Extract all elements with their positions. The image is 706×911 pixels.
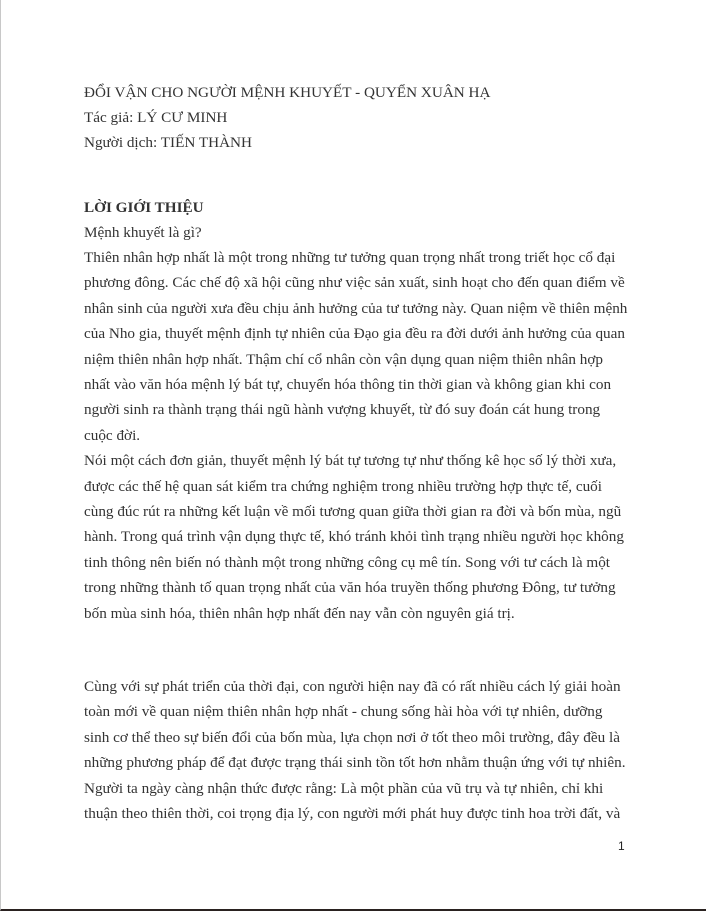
paragraph-line: thuận theo thiên thời, coi trọng địa lý, con người mới phát huy được tinh hoa trời đất, và [84,805,621,823]
paragraph-line: Thiên nhân hợp nhất là một trong những tư tưởng quan trọng nhất trong triết học cổ đại [84,249,616,266]
paragraph-line: trong những thành tố quan trọng nhất của văn hóa truyền thống phương Đông, tư tưởng [84,579,616,597]
paragraph-line: những phương pháp để đạt được trạng thái sinh tồn tốt hơn nhằm thuận ứng với tự nhiên. [84,754,626,772]
paragraph-line: cùng đúc rút ra những kết luận về mối tương quan giữa thời gian ra đời và bốn mùa, ngũ [84,503,622,521]
paragraph-line: nhất vào văn hóa mệnh lý bát tự, chuyển hóa thông tin thời gian và không gian khi con [84,376,612,394]
paragraph-line: phương đông. Các chế độ xã hội cũng như việc sản xuất, sinh hoạt cho đến quan điểm về [84,274,625,292]
paragraph-line: nhân sinh của người xưa đều chịu ảnh hưởng của tư tưởng này. Quan niệm về thiên mệnh [84,299,628,317]
subheading: Mệnh khuyết là gì? [84,224,202,241]
document-title: ĐỔI VẬN CHO NGƯỜI MỆNH KHUYẾT - QUYỂN XUÂN HẠ [84,84,491,101]
paragraph-line: cuộc đời. [84,426,141,444]
paragraph-1 [84,245,644,448]
paragraph-3 [84,674,644,826]
paragraph-line: toàn mới về quan niệm thiên nhân hợp nhất - chung sống hài hòa với tự nhiên, dưỡng [84,703,603,721]
paragraph-line: sinh cơ thể theo sự biến đổi của bốn mùa, lựa chọn nơi ở tốt theo môi trường, đây đều là [84,728,620,746]
paragraph-line: hành. Trong quá trình vận dụng thực tế, khó tránh khỏi tình trạng nhiều người học không [84,528,624,546]
introduction-section [84,195,644,626]
section-heading: LỜI GIỚI THIỆU [84,199,204,216]
paragraph-line: được các thế hệ quan sát kiểm tra chứng nghiệm trong nhiều trường hợp thực tế, cuối [84,477,602,495]
author-line: Tác giả: LÝ CƯ MINH [84,109,228,126]
paragraph-3-block [84,674,644,826]
paragraph-line: của Nho gia, thuyết mệnh định tự nhiên của Đạo gia đều ra đời dưới ảnh hưởng của quan [84,325,625,343]
paragraph-line: Nói một cách đơn giản, thuyết mệnh lý bát tự tương tự như thống kê học số lý thời xưa, [84,452,617,470]
document-header [84,80,644,155]
paragraph-line: người sinh ra thành trạng thái ngũ hành vượng khuyết, từ đó suy đoán cát hung trong [84,401,601,419]
translator-line: Người dịch: TIẾN THÀNH [84,134,252,151]
paragraph-line: Người ta ngày càng nhận thức được rằng: Là một phần của vũ trụ và tự nhiên, chỉ khi [84,779,604,797]
paragraph-line: niệm thiên nhân hợp nhất. Thậm chí cổ nhân còn vận dụng quan niệm thiên nhân hợp [84,350,603,368]
paragraph-line: Cùng với sự phát triển của thời đại, con người hiện nay đã có rất nhiều cách lý giải hoàn [84,678,621,695]
paragraph-line: bốn mùa sinh hóa, thiên nhân hợp nhất đến nay vẫn còn nguyên giá trị. [84,604,515,622]
paragraph-line: tinh thông nên biến nó thành một trong những công cụ mê tín. Song với tư cách là một [84,553,611,571]
paragraph-2 [84,448,644,626]
page-number: 1 [618,839,625,853]
